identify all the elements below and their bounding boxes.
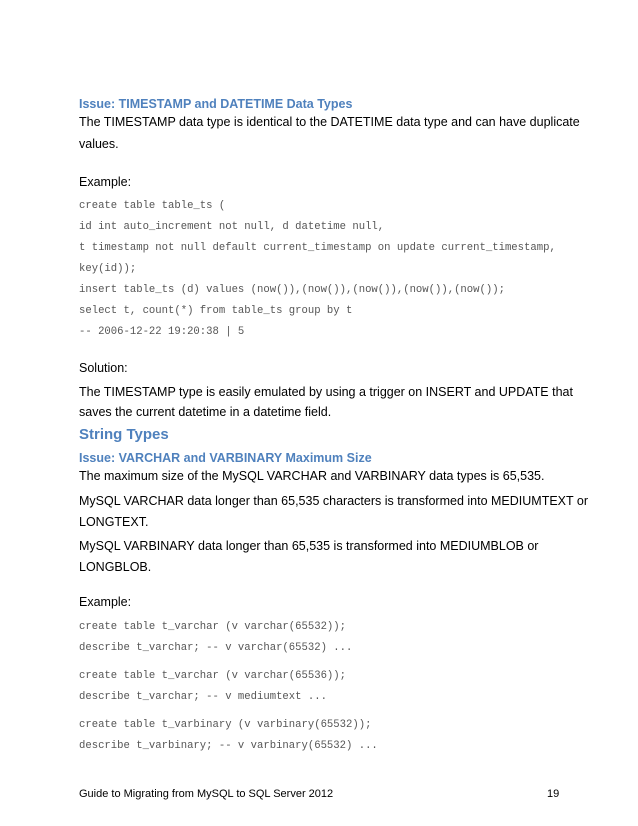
issue-heading-varchar: Issue: VARCHAR and VARBINARY Maximum Size [79, 451, 372, 465]
code-line: key(id)); [79, 263, 137, 275]
solution-label: Solution: [79, 361, 128, 375]
code-line: create table t_varbinary (v varbinary(65532)); [79, 719, 372, 731]
code-line: describe t_varbinary; -- v varbinary(65532) ... [79, 740, 378, 752]
solution-text: The TIMESTAMP type is easily emulated by using a trigger on INSERT and UPDATE that [79, 385, 573, 399]
body-text: LONGBLOB. [79, 560, 152, 574]
section-title-string-types: String Types [79, 426, 169, 443]
code-line: select t, count(*) from table_ts group by t [79, 305, 353, 317]
code-line: t timestamp not null default current_timestamp on update current_timestamp, [79, 242, 556, 254]
code-line: describe t_varchar; -- v varchar(65532) ... [79, 642, 353, 654]
body-text: The TIMESTAMP data type is identical to the DATETIME data type and can have duplicate [79, 115, 580, 129]
code-line: describe t_varchar; -- v mediumtext ... [79, 691, 327, 703]
solution-text: saves the current datetime in a datetime field. [79, 405, 332, 419]
body-text: The maximum size of the MySQL VARCHAR and VARBINARY data types is 65,535. [79, 469, 545, 483]
code-line: create table t_varchar (v varchar(65532)); [79, 621, 347, 633]
example-label: Example: [79, 175, 132, 189]
body-text: MySQL VARCHAR data longer than 65,535 characters is transformed into MEDIUMTEXT or [79, 494, 588, 508]
body-text: values. [79, 137, 119, 151]
issue-heading-timestamp: Issue: TIMESTAMP and DATETIME Data Types [79, 97, 353, 111]
page-number: 19 [547, 788, 560, 800]
code-line: id int auto_increment not null, d datetime null, [79, 221, 385, 233]
code-line: create table t_varchar (v varchar(65536)); [79, 670, 347, 682]
body-text: MySQL VARBINARY data longer than 65,535 is transformed into MEDIUMBLOB or [79, 539, 539, 553]
body-text: LONGTEXT. [79, 515, 149, 529]
code-line: insert table_ts (d) values (now()),(now()),(now()),(now()),(now()); [79, 284, 505, 296]
example-label: Example: [79, 595, 132, 609]
footer-title: Guide to Migrating from MySQL to SQL Server 2012 [79, 788, 334, 800]
code-line: create table table_ts ( [79, 200, 226, 212]
code-line: -- 2006-12-22 19:20:38 | 5 [79, 326, 245, 338]
